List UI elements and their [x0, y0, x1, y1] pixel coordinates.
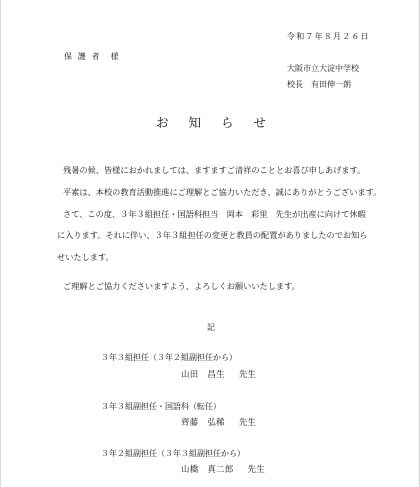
- teacher-name: 山田 昌生: [181, 369, 225, 379]
- honorific: 先生: [238, 369, 257, 379]
- paragraph-announcement-line3: せいたします。: [57, 252, 114, 262]
- teacher-name: 山橋 真二郎: [181, 464, 234, 474]
- honorific: 先生: [247, 464, 266, 474]
- assignment-role: ３年３組副担任・国語科（転任）: [101, 402, 221, 411]
- honorific: 先生: [238, 417, 257, 427]
- document-title: お 知 ら せ: [156, 115, 274, 130]
- recipient-line: 保 護 者 様: [64, 52, 121, 61]
- assignment-person: [181, 463, 265, 475]
- principal-line: [287, 80, 351, 90]
- assignment-person: [181, 368, 256, 380]
- paragraph-announcement-line2: に入ります。それに伴い、３年３組担任の変更と教員の配置がありましたのでお知ら: [57, 230, 368, 240]
- paragraph-announcement-line1: さて、この度、３年３組担任・国語科担当 岡本 彩里 先生が出産に向けて休暇: [63, 209, 366, 219]
- assignment-role: ３年２組副担任（３年３組副担任から）: [101, 449, 245, 458]
- paragraph-thanks: 平素は、本校の教育活動推進にご理解とご協力いただき、誠にありがとうございます。: [63, 187, 382, 197]
- teacher-name: 齊藤 弘稀: [181, 417, 225, 427]
- school-name: 大阪市立大淀中学校: [287, 64, 359, 73]
- paragraph-closing: ご理解とご協力くださいますよう、よろしくお願いいたします。: [63, 281, 300, 291]
- principal-name: 有田伸一朗: [311, 80, 351, 89]
- principal-title: 校長: [287, 80, 303, 89]
- ki-marker: 記: [207, 323, 215, 332]
- paragraph-greeting: 残暑の候、皆様におかれましては、ますますご清祥のこととお喜び申しあげます。: [63, 165, 366, 175]
- assignment-person: [181, 416, 256, 428]
- assignment-role: ３年３組担任（３年２組副担任から）: [101, 353, 237, 362]
- document-date: 令和７年８月２６日: [287, 32, 370, 41]
